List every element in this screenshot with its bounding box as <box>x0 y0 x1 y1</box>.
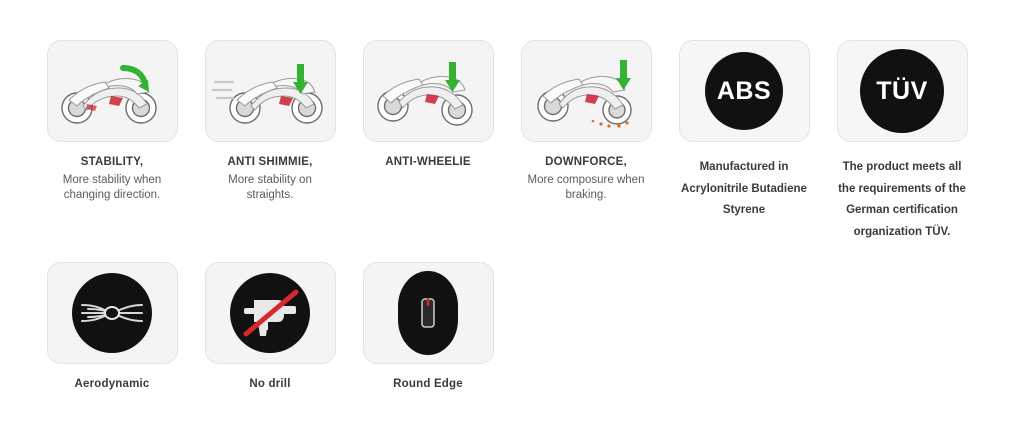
anti-wheelie-caption <box>385 155 470 173</box>
abs-caption <box>678 155 810 220</box>
feature-stability <box>46 40 178 204</box>
aerodynamic-caption <box>74 377 149 393</box>
features-row-primary <box>46 40 994 241</box>
aerodynamic-title: Aerodynamic <box>74 378 150 390</box>
tuv-tile <box>837 40 968 142</box>
anti-shimmie-subtitle: More stability on straights. <box>228 173 312 202</box>
round-edge-icon <box>398 271 458 355</box>
anti-shimmie-tile <box>205 40 336 142</box>
abs-tile <box>679 40 810 142</box>
feature-abs <box>678 40 810 220</box>
stability-caption <box>46 155 178 204</box>
downforce-title: DOWNFORCE, <box>545 156 627 168</box>
motorcycle-anti-shimmie-icon <box>211 48 329 134</box>
tuv-title: The product meets all the requirements of the German certification organization TÜV. <box>838 161 966 238</box>
round-edge-caption <box>393 377 463 393</box>
round-edge-tile <box>363 262 494 364</box>
abs-badge-icon <box>705 52 783 130</box>
feature-downforce <box>520 40 652 204</box>
anti-wheelie-title: ANTI-WHEELIE <box>385 156 471 168</box>
no-drill-tile <box>205 262 336 364</box>
round-edge-title: Round Edge <box>393 378 463 390</box>
downforce-caption <box>520 155 652 204</box>
motorcycle-anti-wheelie-icon <box>369 48 487 134</box>
downforce-subtitle: More composure when braking. <box>527 173 645 202</box>
feature-aerodynamic <box>46 262 178 393</box>
no-drill-icon <box>230 273 310 353</box>
motorcycle-downforce-icon <box>527 48 645 134</box>
motorcycle-stability-icon <box>53 48 171 134</box>
downforce-tile <box>521 40 652 142</box>
tuv-caption <box>836 155 968 241</box>
abs-badge-label: ABS <box>716 76 772 105</box>
feature-tuv <box>836 40 968 241</box>
feature-anti-shimmie <box>204 40 336 204</box>
stability-tile <box>47 40 178 142</box>
aerodynamic-tile <box>47 262 178 364</box>
no-drill-title: No drill <box>249 378 291 390</box>
feature-anti-wheelie <box>362 40 494 173</box>
abs-title: Manufactured in Acrylonitrile Butadiene Styrene <box>681 161 807 217</box>
stability-title: STABILITY, <box>80 156 144 168</box>
feature-round-edge <box>362 262 494 393</box>
stability-subtitle: More stability when changing direction. <box>62 173 162 202</box>
tuv-badge-label: TÜV <box>876 76 928 105</box>
anti-shimmie-caption <box>204 155 336 204</box>
feature-no-drill <box>204 262 336 393</box>
aerodynamic-airflow-icon <box>72 273 152 353</box>
tuv-badge-icon <box>860 49 944 133</box>
anti-wheelie-tile <box>363 40 494 142</box>
anti-shimmie-title: ANTI SHIMMIE, <box>227 156 313 168</box>
no-drill-caption <box>249 377 290 393</box>
features-row-secondary <box>46 262 520 393</box>
